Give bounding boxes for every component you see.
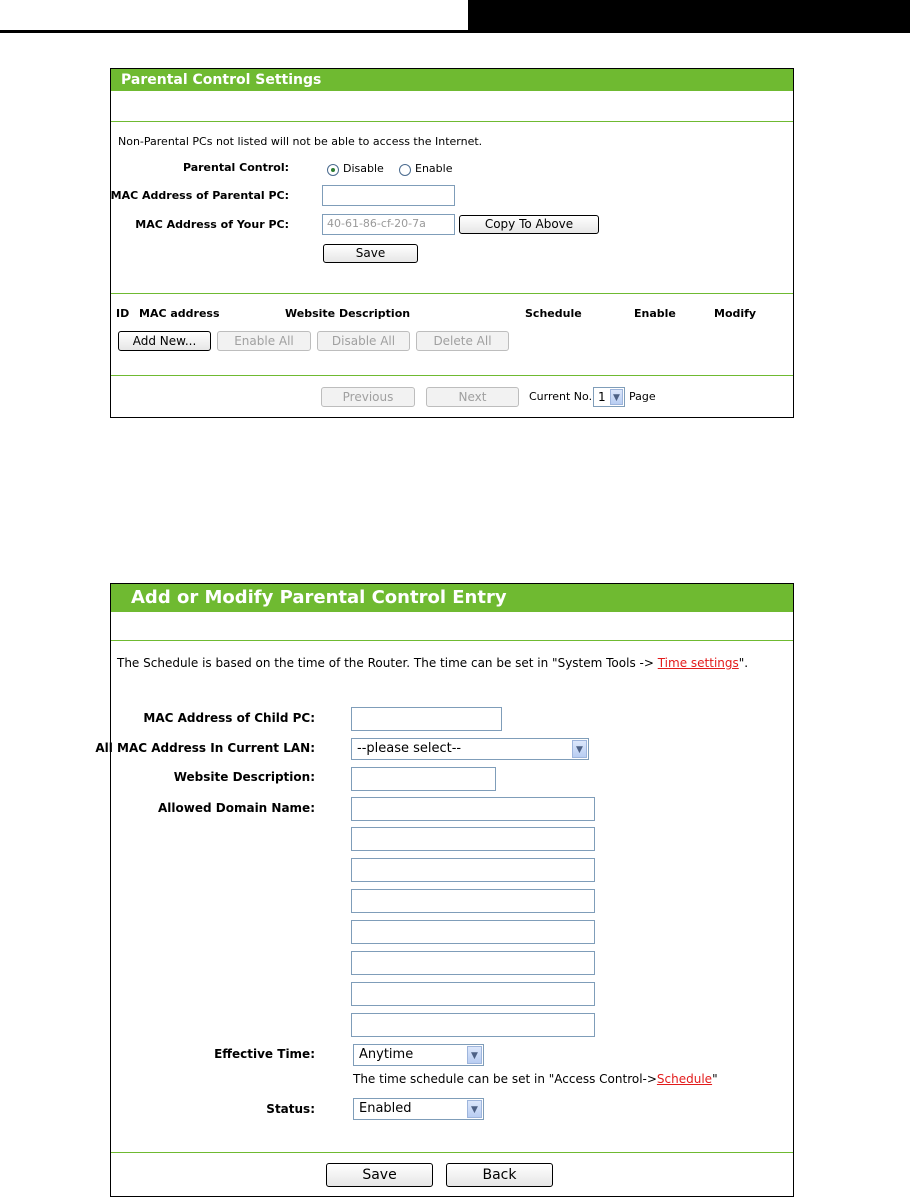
add-new-button[interactable]: Add New... xyxy=(118,331,211,351)
enable-radio[interactable] xyxy=(399,164,411,176)
current-no-label: Current No. xyxy=(529,390,593,403)
add-modify-entry-panel xyxy=(95,583,794,1197)
effective-time-label: Effective Time: xyxy=(214,1047,315,1061)
col-header-mac: MAC address xyxy=(139,307,220,320)
schedule-note-end: ". xyxy=(738,656,749,670)
panel-title: Parental Control Settings xyxy=(111,69,793,91)
chevron-down-icon: ▼ xyxy=(610,389,623,405)
col-header-id: ID xyxy=(116,307,130,320)
all-mac-label: All MAC Address In Current LAN: xyxy=(95,741,315,755)
mac-parental-label: MAC Address of Parental PC: xyxy=(110,189,289,202)
col-header-schedule: Schedule xyxy=(525,307,582,320)
next-button[interactable]: Next xyxy=(426,387,519,407)
status-value: Enabled xyxy=(359,1101,412,1116)
all-mac-select[interactable] xyxy=(351,738,589,760)
time-settings-link[interactable]: Time settings xyxy=(657,656,739,670)
time-schedule-note xyxy=(353,1072,718,1086)
delete-all-button[interactable]: Delete All xyxy=(416,331,509,351)
domain-input-3[interactable] xyxy=(351,858,595,882)
enable-label: Enable xyxy=(415,162,453,175)
all-mac-select-value: --please select-- xyxy=(357,741,462,756)
enable-all-button[interactable]: Enable All xyxy=(217,331,311,351)
website-description-input[interactable] xyxy=(351,767,496,791)
back-button[interactable]: Back xyxy=(446,1163,553,1187)
time-schedule-note-end: " xyxy=(712,1072,718,1086)
effective-time-select[interactable] xyxy=(353,1044,484,1066)
divider xyxy=(111,375,793,376)
divider xyxy=(111,121,793,122)
mac-your-pc-label: MAC Address of Your PC: xyxy=(135,218,289,231)
schedule-link[interactable]: Schedule xyxy=(656,1072,713,1086)
website-description-label: Website Description: xyxy=(173,770,315,784)
chevron-down-icon: ▼ xyxy=(467,1046,482,1064)
mac-parental-input[interactable] xyxy=(322,185,455,206)
schedule-note-text: The Schedule is based on the time of the Router. The time can be set in "System Tools -> xyxy=(117,656,658,670)
disable-label: Disable xyxy=(343,162,384,175)
schedule-note xyxy=(117,656,748,670)
domain-input-8[interactable] xyxy=(351,1013,595,1037)
col-header-modify: Modify xyxy=(714,307,757,320)
status-select[interactable] xyxy=(353,1098,484,1120)
disable-all-button[interactable]: Disable All xyxy=(317,331,410,351)
save-button[interactable]: Save xyxy=(326,1163,433,1187)
previous-button[interactable]: Previous xyxy=(321,387,415,407)
time-schedule-note-text: The time schedule can be set in "Access Control-> xyxy=(353,1072,657,1086)
panel-title: Add or Modify Parental Control Entry xyxy=(111,584,793,612)
page-select[interactable] xyxy=(593,387,625,407)
domain-input-1[interactable] xyxy=(351,797,595,821)
disable-radio[interactable] xyxy=(327,164,339,176)
mac-child-input[interactable] xyxy=(351,707,502,731)
effective-time-value: Anytime xyxy=(359,1047,414,1062)
mac-your-pc-input[interactable]: 40-61-86-cf-20-7a xyxy=(322,214,455,235)
page-select-value: 1 xyxy=(598,390,606,404)
divider xyxy=(111,1152,793,1153)
domain-input-2[interactable] xyxy=(351,827,595,851)
mac-child-label: MAC Address of Child PC: xyxy=(143,711,315,725)
divider xyxy=(111,293,793,294)
notice-text: Non-Parental PCs not listed will not be able to access the Internet. xyxy=(118,135,483,148)
parental-control-settings-panel xyxy=(110,68,794,418)
domain-input-7[interactable] xyxy=(351,982,595,1006)
domain-input-4[interactable] xyxy=(351,889,595,913)
domain-input-5[interactable] xyxy=(351,920,595,944)
save-button[interactable]: Save xyxy=(323,244,418,263)
col-header-website: Website Description xyxy=(285,307,411,320)
status-label: Status: xyxy=(266,1102,315,1116)
chevron-down-icon: ▼ xyxy=(467,1100,482,1118)
parental-control-label: Parental Control: xyxy=(182,161,289,174)
divider xyxy=(111,640,793,641)
page-label: Page xyxy=(629,390,656,403)
col-header-enable: Enable xyxy=(634,307,676,320)
page-header-block xyxy=(468,0,910,33)
chevron-down-icon: ▼ xyxy=(572,740,587,758)
domain-input-6[interactable] xyxy=(351,951,595,975)
allowed-domain-label: Allowed Domain Name: xyxy=(158,801,315,815)
copy-to-above-button[interactable]: Copy To Above xyxy=(459,215,599,234)
